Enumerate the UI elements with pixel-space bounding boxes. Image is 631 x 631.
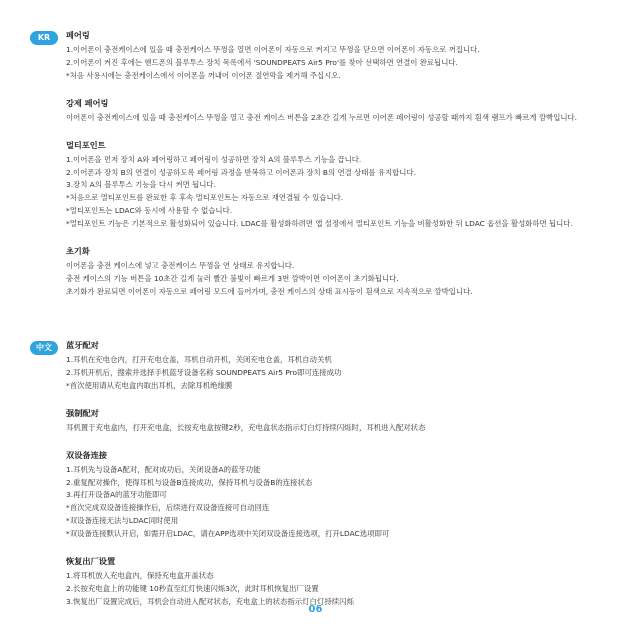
kr-forced-pairing-heading: 강제 페어링 bbox=[66, 97, 109, 108]
chinese-language-badge: 中文 bbox=[30, 341, 58, 355]
zh-pairing-line-1: 1.耳机在充电仓内，打开充电仓盖，耳机自动开机，关闭充电仓盖，耳机自动关机 bbox=[66, 355, 332, 364]
zh-forced-pairing-text: 耳机置于充电盒内，打开充电盒，长按充电盒按键2秒，充电盒状态指示灯白灯持续闪烁时，耳机进入配对状态 bbox=[66, 422, 426, 432]
kr-pairing-note: *처음 사용시에는 충전케이스에서 이어폰을 꺼내어 이어폰 절연막을 제거해 주십시오. bbox=[66, 70, 341, 80]
page-number: 06 bbox=[308, 604, 323, 615]
kr-forced-pairing-text: 이어폰이 충전케이스에 있을 때 충전케이스 뚜껑을 열고 충전 케이스 버튼을 2초간 길게 누르면 이어폰 페어링이 성공할 때까지 흰색 램프가 빠르게 깜빡입니다. bbox=[66, 112, 577, 122]
zh-dual-device-note-1: *首次完成双设备连接操作后，后续进行双设备连接可自动回连 bbox=[66, 503, 270, 513]
kr-multipoint-note-2: *멀티포인트는 LDAC와 동시에 사용할 수 없습니다. bbox=[66, 206, 233, 216]
zh-pairing-line-2: 2.耳机开机后，搜索并选择手机蓝牙设备名称 SOUNDPEATS Air5 Pro即可连接成功 bbox=[66, 367, 342, 377]
korean-instructions bbox=[66, 29, 606, 313]
zh-section-dual-device bbox=[66, 449, 606, 541]
kr-reset-line-1: 이어폰을 충전 케이스에 넣고 충전케이스 뚜껑을 연 상태로 유지합니다. bbox=[66, 261, 295, 271]
kr-reset-line-2: 충전 케이스의 기능 버튼을 10초간 길게 눌러 빨간 불빛이 빠르게 3번 깜박이면 이어폰이 초기화됩니다. bbox=[66, 273, 399, 283]
zh-factory-reset-line-3: 3.恢复出厂设置完成后，耳机会自动进入配对状态，充电盒上的状态指示灯白灯持续闪烁 bbox=[66, 596, 354, 606]
kr-section-forced-pairing bbox=[66, 97, 606, 125]
kr-pairing-heading: 페어링 bbox=[66, 30, 90, 40]
kr-section-multipoint bbox=[66, 139, 606, 231]
kr-multipoint-note-1: *처음으로 멀티포인트를 완료한 후 후속 멀티포인트는 자동으로 재연결될 수 있습니다. bbox=[66, 193, 344, 203]
kr-section-pairing bbox=[66, 29, 606, 83]
zh-pairing-heading: 蓝牙配对 bbox=[66, 340, 99, 350]
korean-language-badge: KR bbox=[30, 31, 58, 45]
kr-reset-line-3: 초기화가 완료되면 이어폰이 자동으로 페어링 모드에 들어가며, 충전 케이스의 상태 표시등이 흰색으로 지속적으로 깜박입니다. bbox=[66, 286, 473, 296]
zh-dual-device-line-3: 3.再打开设备A的蓝牙功能即可 bbox=[66, 490, 167, 500]
zh-factory-reset-heading: 恢复出厂设置 bbox=[66, 556, 116, 567]
zh-dual-device-note-3: *双设备连接默认开启，如需开启LDAC，请在APP选项中关闭双设备连接选项，打开LDAC选项即可 bbox=[66, 529, 390, 539]
zh-dual-device-line-2: 2.重复配对操作，使得耳机与设备B连接成功，保持耳机与设备B的连接状态 bbox=[66, 477, 313, 487]
zh-pairing-note: *首次使用请从充电盒内取出耳机，去除耳机绝缘膜 bbox=[66, 380, 233, 390]
zh-forced-pairing-heading: 强制配对 bbox=[66, 407, 99, 418]
kr-multipoint-heading: 멀티포인트 bbox=[66, 139, 106, 150]
zh-section-factory-reset bbox=[66, 555, 606, 609]
kr-multipoint-note-3: *멀티포인트 기능은 기본적으로 활성화되어 있습니다. LDAC를 활성화하려면 앱 설정에서 멀티포인트 기능을 비활성화한 뒤 LDAC 옵션을 활성화하면 됩니다. bbox=[66, 219, 573, 229]
kr-multipoint-line-3: 3.장치 A의 블루투스 기능을 다시 켜면 됩니다. bbox=[66, 180, 216, 190]
zh-dual-device-note-2: *双设备连接无法与LDAC同时使用 bbox=[66, 516, 179, 526]
zh-dual-device-heading: 双设备连接 bbox=[66, 449, 107, 460]
kr-pairing-line-1: 1.이어폰이 충전케이스에 있을 때 충전케이스 뚜껑을 열면 이어폰이 자동으로 켜지고 뚜껑을 닫으면 이어폰이 자동으로 꺼집니다. bbox=[66, 45, 480, 54]
kr-section-reset bbox=[66, 245, 606, 299]
zh-section-pairing bbox=[66, 339, 606, 393]
zh-factory-reset-line-2: 2.长按充电盒上的功能键 10秒直至红灯快速闪烁3次，此时耳机恢复出厂设置 bbox=[66, 583, 319, 593]
kr-multipoint-line-2: 2.이어폰과 장치 B의 연결이 성공하도록 페어링 과정을 반복하고 이어폰과 장치 B의 연결 상태를 유지합니다. bbox=[66, 167, 416, 177]
zh-section-forced-pairing bbox=[66, 407, 606, 435]
zh-factory-reset-line-1: 1.将耳机放入充电盒内，保持充电盒开盖状态 bbox=[66, 571, 214, 581]
kr-reset-heading: 초기화 bbox=[66, 246, 90, 257]
zh-dual-device-line-1: 1.耳机先与设备A配对，配对成功后，关闭设备A的蓝牙功能 bbox=[66, 464, 261, 474]
chinese-instructions bbox=[66, 339, 606, 623]
kr-multipoint-line-1: 1.이어폰을 먼저 장치 A와 페어링하고 페어링이 성공하면 장치 A의 블루투스 기능을 끕니다. bbox=[66, 154, 362, 164]
kr-pairing-line-2: 2.이어폰이 켜진 후에는 핸드폰의 블루투스 장치 목록에서 'SOUNDPEATS Air5 Pro'를 찾아 선택하면 연결이 완료됩니다. bbox=[66, 57, 458, 67]
